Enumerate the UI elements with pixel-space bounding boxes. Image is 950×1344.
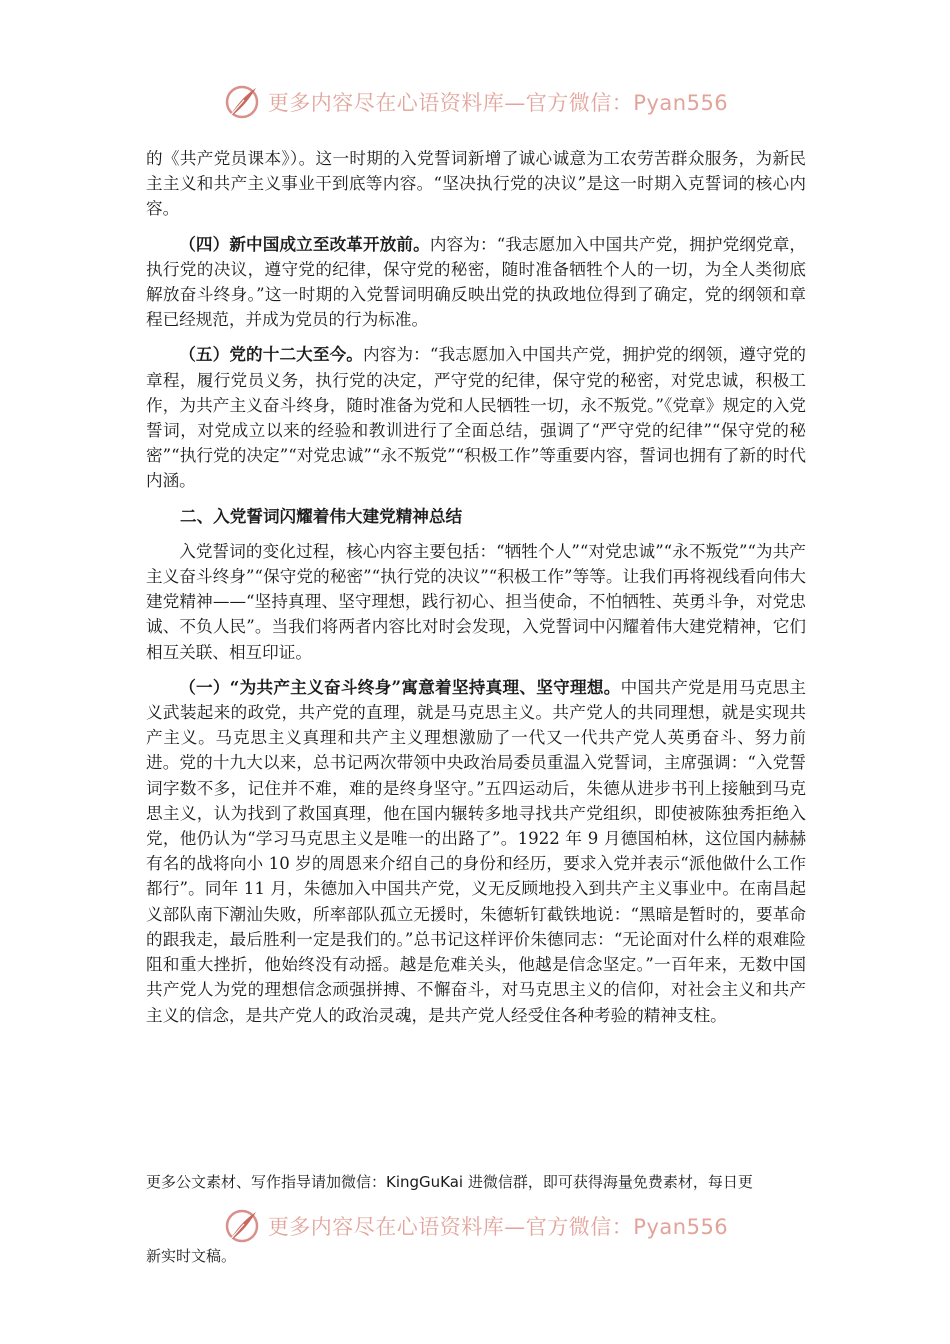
- paragraph: [146, 342, 806, 493]
- promo-text: 更多公文素材、写作指导请加微信：KingGuKai 进微信群，即可获得海量免费素材，每日更: [146, 1173, 753, 1191]
- paragraph: [146, 232, 806, 333]
- paragraph-text: 中国共产党是用马克思主义武装起来的政党，共产党的直理，就是马克思主义。共产党人的共同理想，就是实现共产主义。马克思主义真理和共产主义理想激励了一代又一代共产党人英勇奋斗、努力前进。党的十九大以来，总书记两次带领中央政治局委员重温入党誓词，主席强调：“入党誓词字数不多，记住并不难，难的是终身坚守。”五四运动后，朱德从进步书刊上接触到马克思主义，认为找到了救国真理，他在国内辗转多地寻找共产党组织，即使被陈独秀拒绝入党，他仍认为“学习马克思主义是唯一的出路了”。1922 年 9 月德国柏林，这位国内赫赫有名的战将向小 10 岁的周恩来介绍自己的身份和经历，要求入党并表示“派他做什么工作都行”。同年 11 月，朱德加入中国共产党，义无反顾地投入到共产主义事业中。在南昌起义部队南下潮汕失败，所率部队孤立无援时，朱德斩钉截铁地说：“黑暗是暂时的，要革命的跟我走，最后胜利一定是我们的。”总书记这样评价朱德同志：“无论面对什么样的艰难险阻和重大挫折，他始终没有动摇。越是危难关头，他越是信念坚定。”一百年来，无数中国共产党人为党的理想信念顽强拼搏、不懈奋斗，对马克思主义的信仰，对社会主义和共产主义的信念，是共产党人的政治灵魂，是共产党人经受住各种考验的精神支柱。: [146, 677, 806, 1025]
- paragraph: 的《共产党员课本》）。这一时期的入党誓词新增了诚心诚意为工农劳苦群众服务，为新民主主义和共产主义事业干到底等内容。“坚决执行党的决议”是这一时期入克誓词的核心内容。: [146, 149, 806, 219]
- watermark-top: [0, 82, 950, 122]
- paragraph-heading: （五）党的十二大至今。: [179, 344, 364, 365]
- document-body: [146, 146, 806, 1038]
- section-heading: 二、入党誓词闪耀着伟大建党精神总结: [180, 505, 463, 526]
- watermark-text: 更多内容尽在心语资料库—官方微信：Pyan556: [267, 1215, 729, 1239]
- watermark-bottom: [0, 1206, 950, 1246]
- paragraph-text: 内容为：“我志愿加入中国共产党，拥护党纲党章，执行党的决议，遵守党的纪律，保守党的秘密，随时准备牺牲个人的一切，为全人类彻底解放奋斗终身。”这一时期的入党誓词明确反映出党的执政地位得到了确定，党的纲领和章程已经规范，并成为党员的行为标准。: [146, 234, 807, 330]
- promo-text-continued: 新实时文稿。: [146, 1247, 237, 1265]
- feather-pen-logo-icon: [222, 1206, 262, 1246]
- watermark-text: 更多内容尽在心语资料库—官方微信：Pyan556: [267, 91, 729, 115]
- paragraph: [146, 675, 806, 1028]
- paragraph: 入党誓词的变化过程，核心内容主要包括：“牺牲个人”“对党忠诚”“永不叛党”“为共产主义奋斗终身”“保守党的秘密”“执行党的决议”“积极工作”等等。让我们再将视线看向伟大建党精神——“坚持真理、坚守理想，践行初心、担当使命，不怕牺牲、英勇斗争，对党忠诚、不负人民”。当我们将两者内容比对时会发现，入党誓词中闪耀着伟大建党精神，它们相互关联、相互印证。: [146, 541, 806, 662]
- feather-pen-logo-icon: [222, 82, 262, 122]
- paragraph-heading: （四）新中国成立至改革开放前。: [179, 233, 430, 254]
- paragraph-text: 内容为：“我志愿加入中国共产党，拥护党的纲领，遵守党的章程，履行党员义务，执行党的决定，严守党的纪律，保守党的秘密，对党忠诚，积极工作，为共产主义奋斗终身，随时准备为党和人民牺牲一切，永不叛党。”《党章》规定的入党誓词，对党成立以来的经验和教训进行了全面总结，强调了“严守党的纪律”“保守党的秘密”“执行党的决定”“对党忠诚”“永不叛党”“积极工作”等重要内容，誓词也拥有了新的时代内涵。: [146, 345, 806, 491]
- paragraph-heading: （一）“为共产主义奋斗终身”寓意着坚持真理、坚守理想。: [179, 676, 621, 697]
